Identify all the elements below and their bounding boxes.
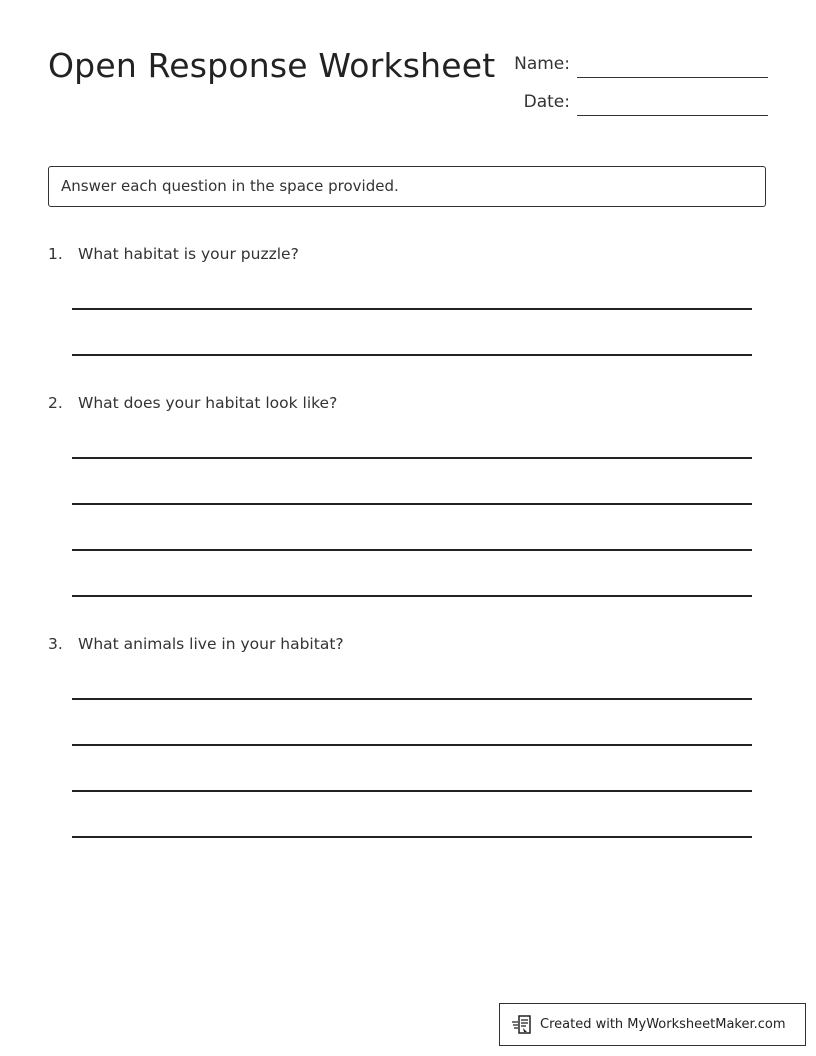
date-label: Date:: [523, 92, 570, 112]
question-text: What does your habitat look like?: [78, 394, 338, 412]
question-number: 2.: [48, 394, 63, 412]
name-field[interactable]: [500, 48, 768, 78]
name-label: Name:: [514, 54, 570, 74]
answer-line[interactable]: [72, 790, 752, 792]
footer-text: Created with MyWorksheetMaker.com: [540, 1017, 786, 1032]
answer-line[interactable]: [72, 836, 752, 838]
date-line[interactable]: [577, 115, 768, 116]
worksheet-maker-logo-icon: [511, 1014, 533, 1036]
question-number: 3.: [48, 635, 63, 653]
page-title: Open Response Worksheet: [48, 46, 496, 85]
date-field[interactable]: [500, 86, 768, 116]
question-text: What habitat is your puzzle?: [78, 245, 299, 263]
name-line[interactable]: [577, 77, 768, 78]
question-text: What animals live in your habitat?: [78, 635, 344, 653]
answer-line[interactable]: [72, 549, 752, 551]
footer-credit[interactable]: [499, 1003, 806, 1046]
instructions-box: Answer each question in the space provided.: [48, 166, 766, 207]
answer-line[interactable]: [72, 698, 752, 700]
question-number: 1.: [48, 245, 63, 263]
answer-line[interactable]: [72, 457, 752, 459]
answer-line[interactable]: [72, 354, 752, 356]
answer-line[interactable]: [72, 503, 752, 505]
answer-line[interactable]: [72, 595, 752, 597]
answer-line[interactable]: [72, 308, 752, 310]
answer-line[interactable]: [72, 744, 752, 746]
